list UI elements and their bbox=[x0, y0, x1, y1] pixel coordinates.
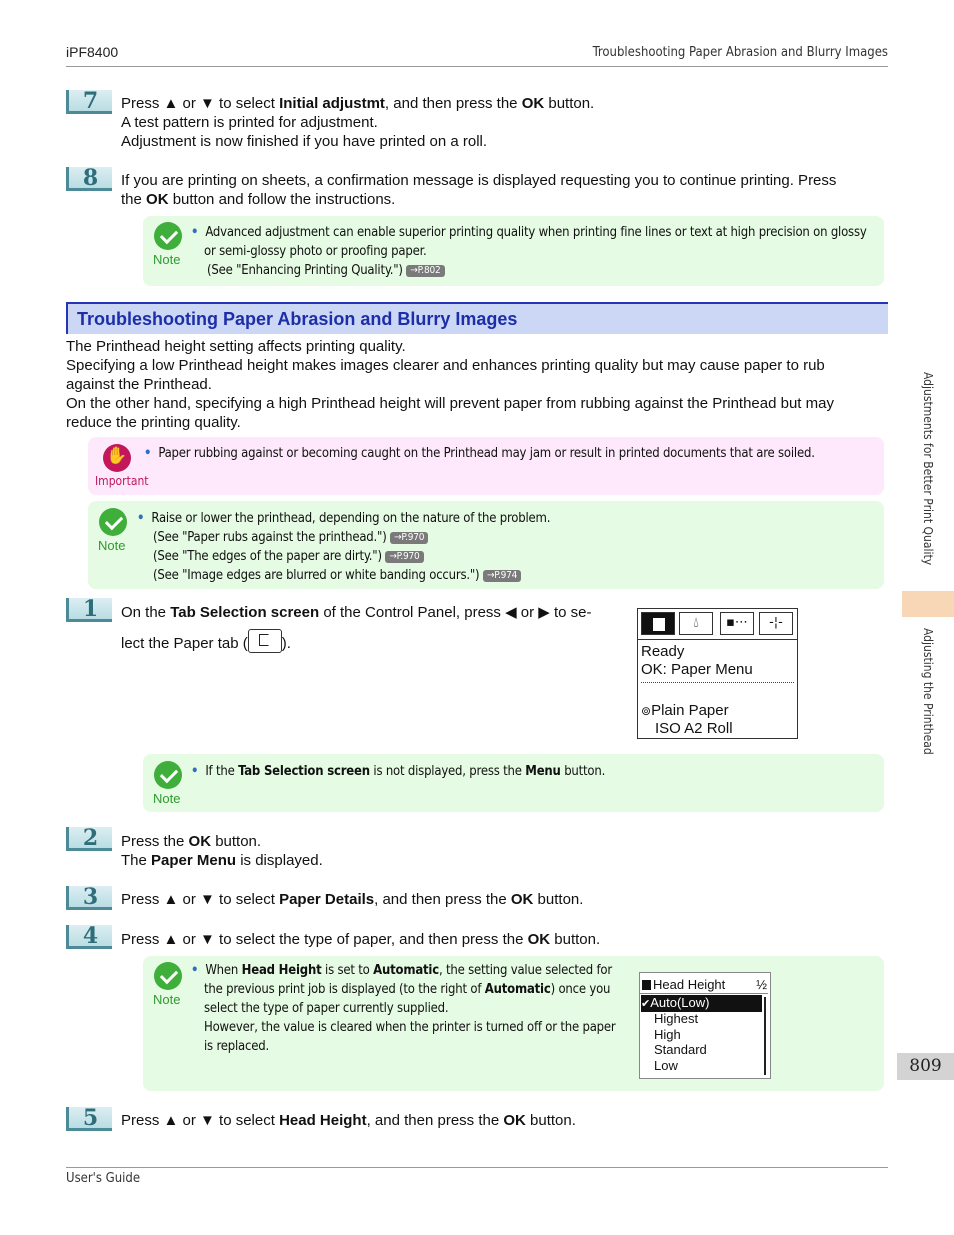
paper-icon bbox=[642, 980, 651, 990]
paper-type-icon: ⊚ bbox=[641, 704, 652, 718]
page-ref-link[interactable]: →P.974 bbox=[483, 570, 521, 582]
step-4-text: Press ▲ or ▼ to select the type of paper, and then press the OK button. bbox=[121, 931, 601, 948]
step-number-7: 7 bbox=[66, 90, 112, 114]
note-4-text: • When Head Height is set to Automatic, the setting value selected for the previous print job is displayed (to the right of Automatic) once you select the type of paper currently supplied. However, the value is cleared when the printer is turned off or the paper is replaced. bbox=[191, 963, 616, 1054]
page-ref-link[interactable]: →P.802 bbox=[406, 265, 444, 277]
footer-rule bbox=[66, 1167, 888, 1168]
lcd-hint: OK: Paper Menu bbox=[641, 661, 753, 678]
lcd-status: Ready bbox=[641, 643, 685, 660]
note-2-text: • Raise or lower the printhead, depending on the nature of the problem. (See "Paper rubs against the printhead.") →P.970 (See "The edges of the paper are dirty.") →P.970 (See "Image edges are blurred or white banding occurs.") →P.974 bbox=[137, 511, 551, 583]
page-number: 809 bbox=[897, 1053, 954, 1080]
head-height-option[interactable]: Highest bbox=[654, 1011, 699, 1026]
check-icon: ✔ bbox=[641, 998, 651, 1010]
ink-tab: 💧︎ bbox=[679, 612, 713, 635]
note-check-icon bbox=[154, 761, 182, 789]
note-check-icon bbox=[99, 508, 127, 536]
step-3-text: Press ▲ or ▼ to select Paper Details, and then press the OK button. bbox=[121, 891, 584, 908]
section-intro: The Printhead height setting affects printing quality. Specifying a low Printhead height makes images clearer and enhances printing quality but may cause paper to rub against the Printhead. On the other hand, specifying a high Printhead height will prevent paper from rubbing against the Printhead but may reduce the printing quality. bbox=[66, 338, 834, 431]
adjust-tab: -¦- bbox=[759, 612, 793, 635]
header-rule bbox=[66, 66, 888, 67]
step-number-3: 3 bbox=[66, 886, 112, 910]
control-panel-display bbox=[637, 608, 798, 739]
header-product: iPF8400 bbox=[66, 44, 119, 60]
settings-tab: ▪⋯ bbox=[720, 612, 754, 635]
step-5-text: Press ▲ or ▼ to select Head Height, and then press the OK button. bbox=[121, 1112, 576, 1129]
note-label: Note bbox=[153, 252, 181, 267]
sidebar-section-label: Adjusting the Printhead bbox=[921, 628, 935, 755]
head-height-page: ½ bbox=[756, 977, 767, 992]
step-number-1: 1 bbox=[66, 598, 112, 622]
note-label: Note bbox=[153, 791, 181, 806]
note-label: Note bbox=[98, 538, 126, 553]
important-label: Important bbox=[95, 474, 149, 488]
note-1-text: • Advanced adjustment can enable superior printing quality when printing fine lines or text at high precision on glossy or semi-glossy photo or proofing paper. (See "Enhancing Printing Quality.") →P.802 bbox=[191, 225, 867, 278]
head-height-option[interactable]: Low bbox=[654, 1058, 678, 1073]
head-height-display bbox=[639, 972, 771, 1079]
head-height-option-selected[interactable]: ✔Auto(Low) bbox=[641, 995, 762, 1012]
step-1-text: On the Tab Selection screen of the Control Panel, press ◀ or ▶ to se- lect the Paper tab ( ). bbox=[121, 604, 592, 652]
step-number-8: 8 bbox=[66, 167, 112, 191]
page-ref-link[interactable]: →P.970 bbox=[390, 532, 428, 544]
section-heading: Troubleshooting Paper Abrasion and Blurry Images bbox=[66, 302, 888, 334]
step-number-5: 5 bbox=[66, 1107, 112, 1131]
note-label: Note bbox=[153, 992, 181, 1007]
lcd-paper-size: ISO A2 Roll bbox=[655, 720, 733, 737]
step-8-text: If you are printing on sheets, a confirmation message is displayed requesting you to continue printing. Press the OK button and follow the instructions. bbox=[121, 172, 837, 208]
head-height-option[interactable]: High bbox=[654, 1027, 681, 1042]
header-section-title: Troubleshooting Paper Abrasion and Blurry Images bbox=[592, 45, 888, 60]
sidebar-chapter-label: Adjustments for Better Print Quality bbox=[921, 372, 935, 566]
footer-text: User's Guide bbox=[66, 1171, 141, 1186]
step-2-text: Press the OK button. The Paper Menu is displayed. bbox=[121, 833, 323, 869]
step-number-2: 2 bbox=[66, 827, 112, 851]
lcd-paper-type: ⊚Plain Paper bbox=[641, 702, 729, 719]
step-7-text: Press ▲ or ▼ to select Initial adjustmt, and then press the OK button. A test pattern is printed for adjustment. Adjustment is now finished if you have printed on a roll. bbox=[121, 95, 595, 150]
paper-tab-icon bbox=[248, 629, 282, 653]
head-height-title: Head Height bbox=[642, 977, 725, 992]
note-3-text: • If the Tab Selection screen is not displayed, press the Menu button. bbox=[191, 764, 606, 779]
paper-tab bbox=[641, 612, 675, 635]
important-text: • Paper rubbing against or becoming caught on the Printhead may jam or result in printed documents that are soiled. bbox=[144, 446, 815, 461]
note-check-icon bbox=[154, 222, 182, 250]
step-number-4: 4 bbox=[66, 925, 112, 949]
head-height-option[interactable]: Standard bbox=[654, 1042, 707, 1057]
page-ref-link[interactable]: →P.970 bbox=[385, 551, 423, 563]
note-check-icon bbox=[154, 962, 182, 990]
hand-stop-icon bbox=[103, 444, 131, 472]
sidebar-tab-marker bbox=[902, 591, 954, 617]
